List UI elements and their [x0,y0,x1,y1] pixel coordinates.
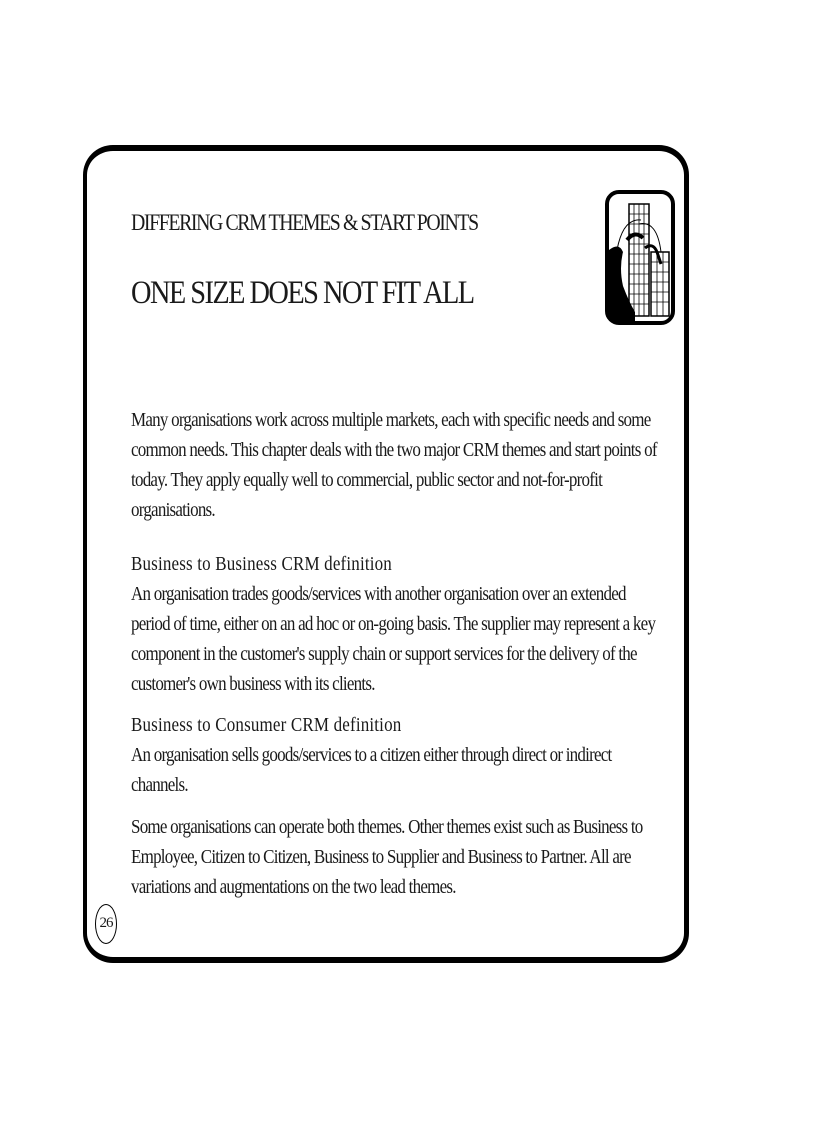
city-buildings-icon [605,190,675,325]
page-number: 26 [95,904,117,944]
b2c-heading: Business to Consumer CRM definition [131,714,402,736]
page-title: ONE SIZE DOES NOT FIT ALL [131,275,474,311]
b2b-heading: Business to Business CRM definition [131,553,392,575]
b2c-text: An organisation sells goods/services to a citizen either through direct or indirect channels. [131,744,612,796]
section-title: DIFFERING CRM THEMES & START POINTS [131,210,478,235]
closing-paragraph [131,812,658,902]
intro-text: Many organisations work across multiple markets, each with specific needs and some common needs. This chapter deals with the two major CRM themes and start points of today. They apply equally well to commercial, public sector and not-for-profit organisations. [131,409,657,521]
b2b-text: An organisation trades goods/services with another organisation over an extended period of time, either on an ad hoc or on-going basis. The supplier may represent a key component in the customer's supply chain or support services for the delivery of the customer's own business with its clients. [131,583,656,695]
closing-text: Some organisations can operate both themes. Other themes exist such as Business to Employee, Citizen to Citizen, Business to Supplier and Business to Partner. All are variations and augmentations on the two lead themes. [131,816,643,898]
intro-paragraph [131,405,658,525]
b2c-section [131,710,658,800]
b2b-section [131,549,658,699]
